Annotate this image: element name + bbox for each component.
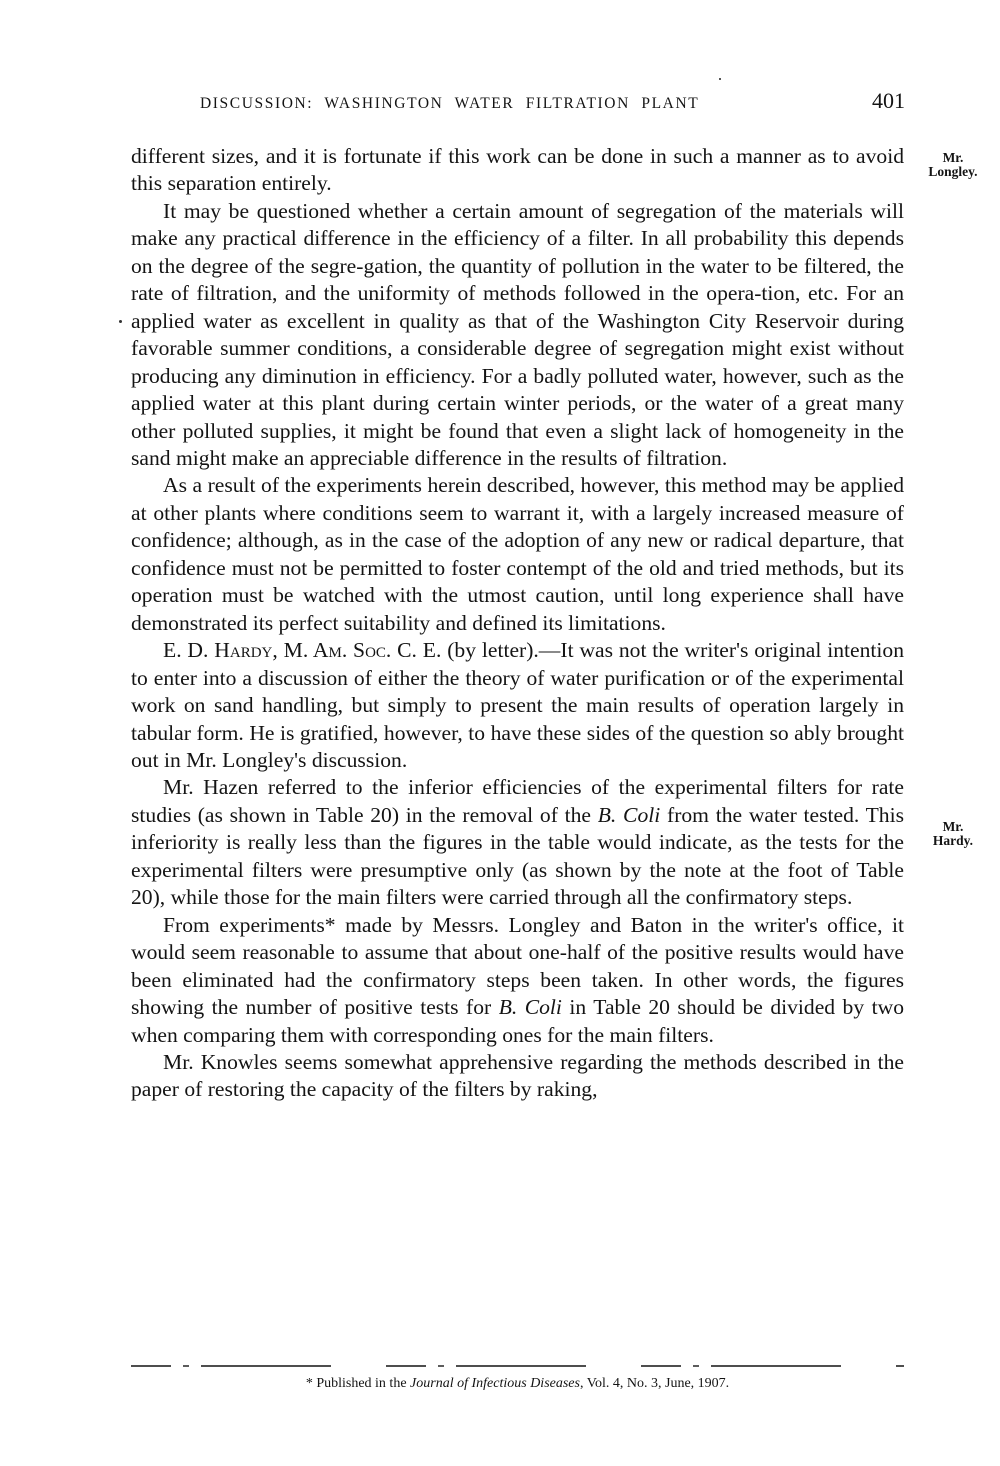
paragraph-continuation — [131, 143, 904, 198]
running-head — [200, 88, 905, 114]
scan-speck — [719, 78, 721, 80]
paragraph-text: (by letter).—It was not the writer's original intention to enter into a discussion of either the theory of water purification or of the experimental work on sand handling, but simply to present the main results of operation largely in tabular form. He is gratified, however, to have these sides of the question so ably brought out in Mr. Longley's discussion. — [131, 638, 905, 772]
paragraph-text: Mr. Knowles seems somewhat apprehensive regarding the methods described in the paper of restoring the capacity of the filters by raking, — [131, 1049, 904, 1102]
paragraph-text: From experiments* made by Messrs. Longley and Baton in the writer's office, it would seem reasonable to assume that about one-half of the positive results would have been eliminated had the confirmatory steps been taken. In other words, the figures showing the number of positive tests for — [131, 912, 904, 1020]
margin-note-longley — [908, 151, 998, 179]
paragraph-text: in Table 20 should be divided by two when comparing them with corresponding ones for the main filters. — [131, 995, 904, 1047]
paragraph-text: It may be questioned whether a certain amount of segregation of the materials will make any practical difference in the efficiency of a filter. In all probability this depends on the degree of the segre-gation, the quantity of pollution in the water to be filtered, the rate of filtration, and the uniformity of methods followed in the opera-tion, etc. For an applied water as excellent in quality as that of the Washington City Reservoir during favorable summer conditions, a considerable degree of segregation might exist without producing any diminution in efficiency. For a badly polluted water, however, such as the applied water at this plant during certain winter periods, or the water of a great many other polluted supplies, it might be found that even a slight lack of homogeneity in the sand might make an appreciable difference in the results of filtration. — [131, 198, 904, 470]
species-name: B. Coli — [597, 802, 661, 827]
paragraph-text: different sizes, and it is fortunate if this work can be done in such a manner as to avoid this separation entirely. — [131, 144, 904, 196]
paragraph-text: As a result of the experiments herein described, however, this method may be applied at other plants where conditions seem to warrant it, with a largely increased measure of confidence; although, as in the case of the adoption of any new or radical departure, that confidence must not be permitted to foster contempt of the old and tried methods, but its operation must be watched with the utmost caution, until long experience shall have demonstrated its perfect suitability and defined its limitations. — [131, 473, 904, 635]
body-text — [131, 143, 904, 1104]
paragraph-hazen — [131, 774, 904, 911]
margin-note-hardy — [908, 820, 998, 848]
paragraph-experiments — [131, 912, 904, 1049]
author-initials: E. D. — [163, 638, 215, 663]
running-title: DISCUSSION: WASHINGTON WATER FILTRATION PLANT — [200, 95, 700, 112]
paragraph-text: from the water tested. This inferiority is really less than the figures in the table would indicate, as the tests for the experimental filters were presumptive only (as shown by the note at the foot of Table 20), while those for the main filters were carried through all the confirmatory steps. — [131, 802, 904, 910]
paragraph-segregation — [131, 198, 904, 473]
footnote-text: Published in the — [316, 1376, 411, 1391]
footnote — [131, 1375, 904, 1393]
margin-note-line: Longley. — [928, 164, 978, 179]
paragraph-hardy-intro — [131, 637, 904, 774]
page-number: 401 — [872, 88, 905, 113]
paragraph-knowles — [131, 1049, 904, 1104]
species-name: B. Coli — [498, 995, 562, 1020]
author-surname: Hardy — [214, 638, 273, 663]
author-title: , M. Am. Soc. C. E. — [272, 638, 442, 663]
paragraph-conclusion — [131, 472, 904, 637]
footnote-marker: * — [305, 1376, 317, 1391]
margin-note-line: Hardy. — [932, 833, 974, 848]
journal-title: Journal of Infectious Diseases — [410, 1376, 580, 1391]
footnote-text: , Vol. 4, No. 3, June, 1907. — [579, 1376, 730, 1391]
footnote-rule — [131, 1365, 904, 1367]
margin-note-line: Mr. — [942, 150, 964, 165]
scan-speck — [119, 320, 122, 323]
margin-note-line: Mr. — [942, 819, 964, 834]
paragraph-text: Mr. Hazen referred to the inferior efficiencies of the experimental filters for rate studies (as shown in Table 20) in the removal of the — [131, 775, 904, 827]
